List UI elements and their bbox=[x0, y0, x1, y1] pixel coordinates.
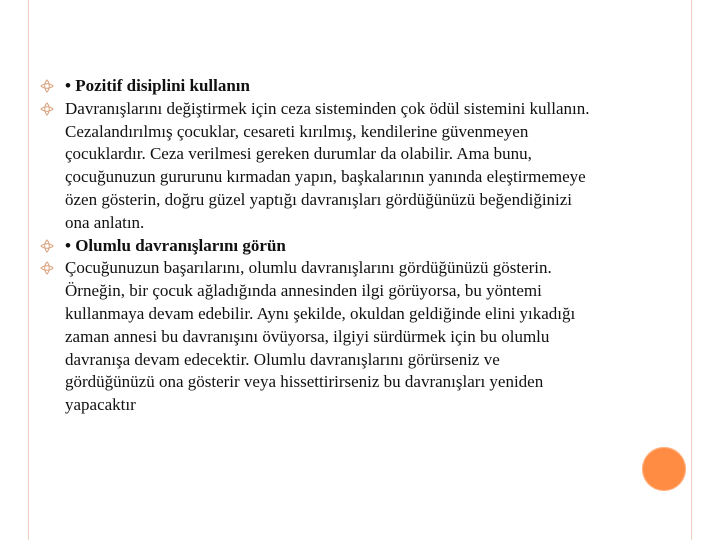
slide-content bbox=[40, 75, 686, 417]
heading-positive-discipline: • Pozitif disiplini kullanın bbox=[65, 76, 250, 95]
decorative-orange-circle bbox=[642, 447, 686, 491]
list-item bbox=[40, 235, 686, 258]
bullet-icon bbox=[40, 239, 54, 253]
bullet-icon bbox=[40, 79, 54, 93]
paragraph-reward-system: Davranışlarını değiştirmek için ceza sisteminden çok ödül sistemini kullanın. Cezalandırılmış çocuklar, cesareti kırılmış, kendilerine güvenmeyen çocuklardır. Ceza verilmesi gereken durumlar da olabilir. Ama bunu, çocuğunuzun gururunu kırmadan yapın, başkalarının yanında eleştirmemeye özen gösterin, doğru güzel yaptığı davranışları gördüğünüzü beğendiğinizi ona anlatın. bbox=[65, 98, 590, 232]
paragraph-show-success: Çocuğunuzun başarılarını, olumlu davranışlarını gördüğünüzü gösterin. Örneğin, bir çocuk ağladığında annesinden ilgi görüyorsa, bu yöntemi kullanmaya devam edebilir. Aynı şekilde, okuldan geldiğinde elini yıkadığı zaman annesi bu davranışını övüyorsa, ilgiyi sürdürmek için bu olumlu davranışa devam edecektir. Olumlu davranışlarını görürseniz ve gördüğünüzü ona gösterir veya hissettirirseniz bu davranışları yeniden yapacaktır bbox=[65, 258, 576, 415]
bullet-icon bbox=[40, 261, 54, 275]
list-item bbox=[40, 75, 686, 98]
list-item bbox=[40, 257, 686, 417]
heading-see-positive-behaviour: • Olumlu davranışlarını görün bbox=[65, 235, 286, 255]
bullet-icon bbox=[40, 102, 54, 116]
list-item bbox=[40, 98, 686, 235]
